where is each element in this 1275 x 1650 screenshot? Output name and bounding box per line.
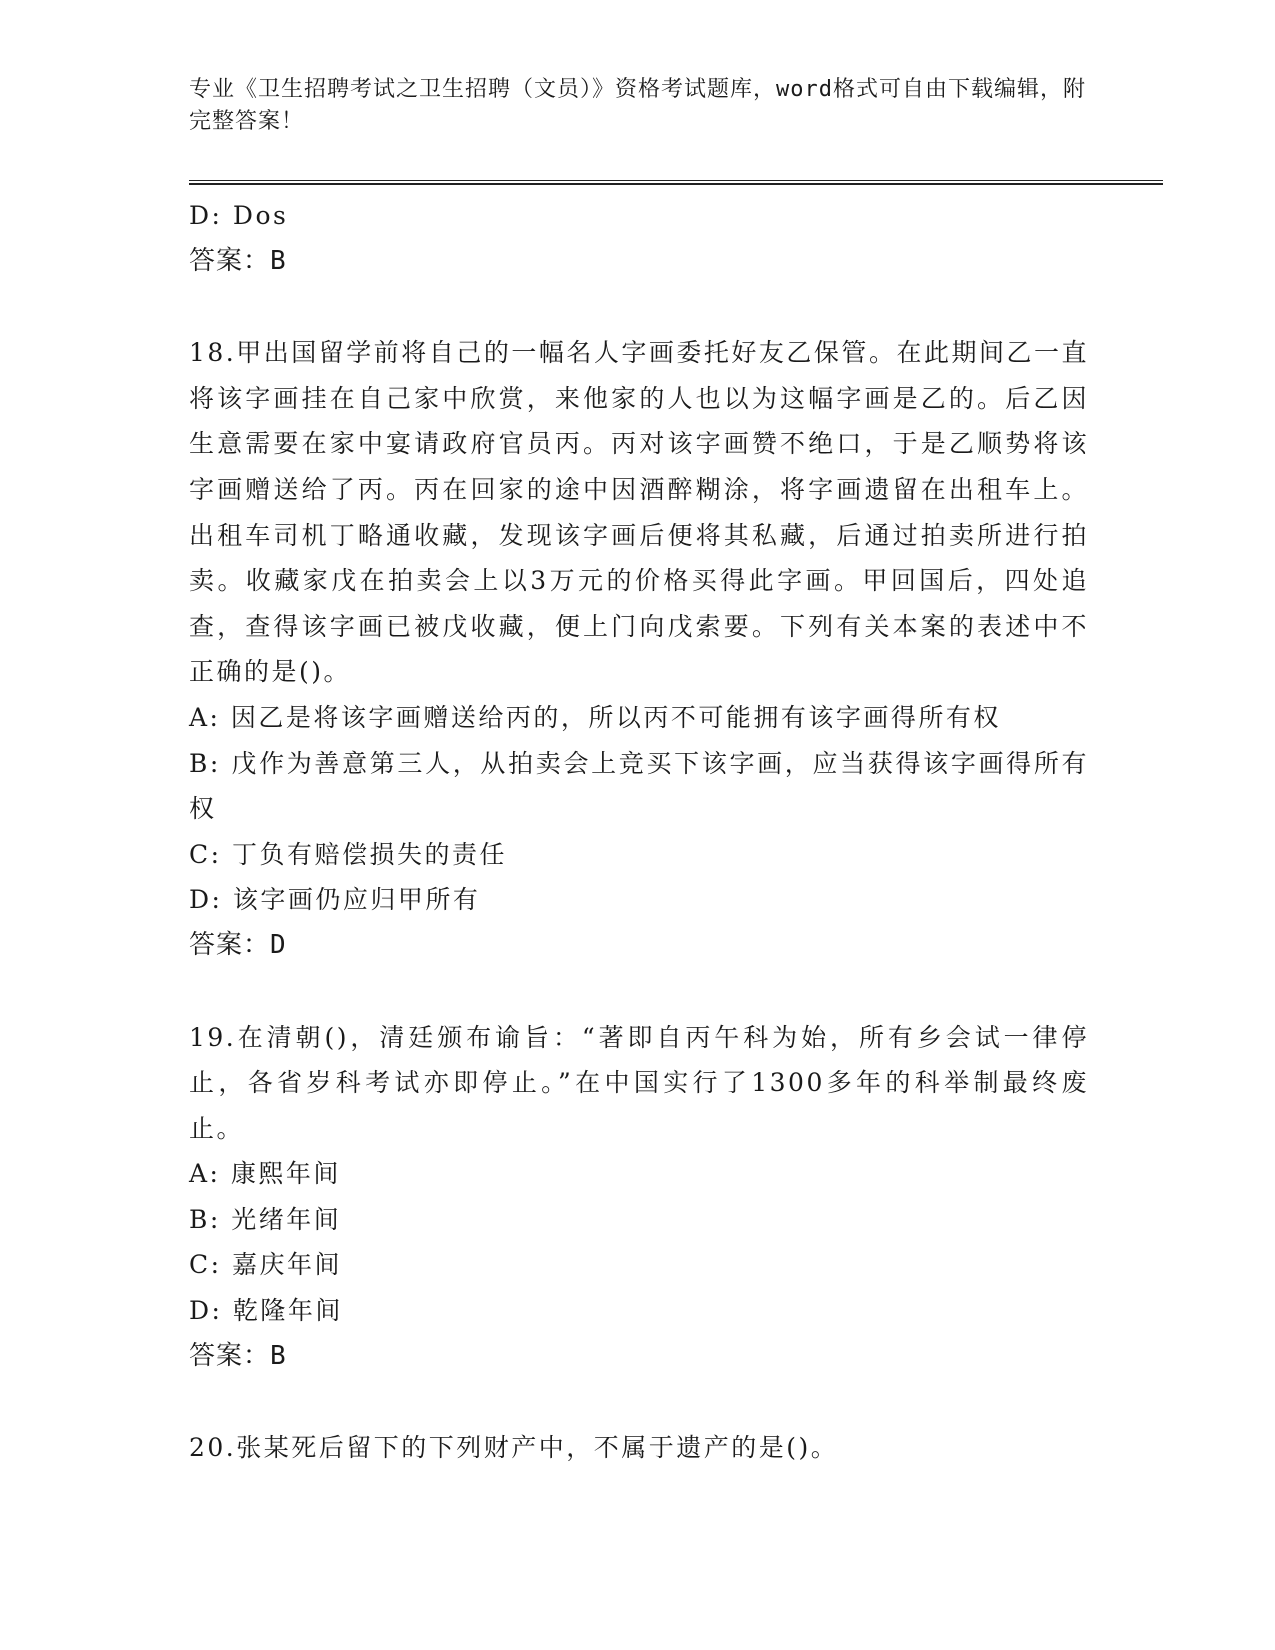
header-divider [189, 180, 1163, 185]
question-19-option-a: A: 康熙年间 [189, 1159, 341, 1189]
question-19-stem: 19.在清朝()，清廷颁布谕旨：“著即自丙午科为始，所有乡会试一律停止，各省岁科考试亦即停止。”在中国实行了1300多年的科举制最终废止。 [189, 1022, 1089, 1143]
question-19-option-b: B: 光绪年间 [189, 1204, 342, 1234]
document-body [189, 193, 1089, 1471]
question-18-option-d: D: 该字画仍应归甲所有 [189, 885, 481, 915]
question-19-option-d: D: 乾隆年间 [189, 1296, 343, 1326]
question-19-option-c: C: 嘉庆年间 [189, 1250, 342, 1280]
prev-question-answer: 答案：B [189, 245, 287, 276]
spacer [189, 1379, 1089, 1425]
question-18-answer: 答案：D [189, 929, 287, 960]
spacer [189, 284, 1089, 330]
question-18-option-c: C: 丁负有赔偿损失的责任 [189, 839, 507, 869]
question-18-option-b: B: 戊作为善意第三人，从拍卖会上竞买下该字画，应当获得该字画得所有权 [189, 748, 1089, 824]
question-19-answer: 答案：B [189, 1340, 287, 1371]
question-20-stem: 20.张某死后留下的下列财产中，不属于遗产的是()。 [189, 1433, 839, 1463]
question-18-option-a: A: 因乙是将该字画赠送给丙的，所以丙不可能拥有该字画得所有权 [189, 702, 1001, 732]
spacer [189, 969, 1089, 1015]
question-18-stem: 18.甲出国留学前将自己的一幅名人字画委托好友乙保管。在此期间乙一直将该字画挂在自己家中欣赏，来他家的人也以为这幅字画是乙的。后乙因生意需要在家中宴请政府官员丙。丙对该字画赞不绝口，于是乙顺势将该字画赠送给了丙。丙在回家的途中因酒醉糊涂，将字画遗留在出租车上。出租车司机丁略通收藏，发现该字画后便将其私藏，后通过拍卖所进行拍卖。收藏家戊在拍卖会上以3万元的价格买得此字画。甲回国后，四处追查，查得该字画已被戊收藏，便上门向戊索要。下列有关本案的表述中不正确的是()。 [189, 338, 1089, 687]
prev-question-option-d: D: Dos [189, 201, 289, 230]
page-header: 专业《卫生招聘考试之卫生招聘（文员）》资格考试题库，word格式可自由下载编辑，附完整答案！ [189, 77, 1086, 134]
